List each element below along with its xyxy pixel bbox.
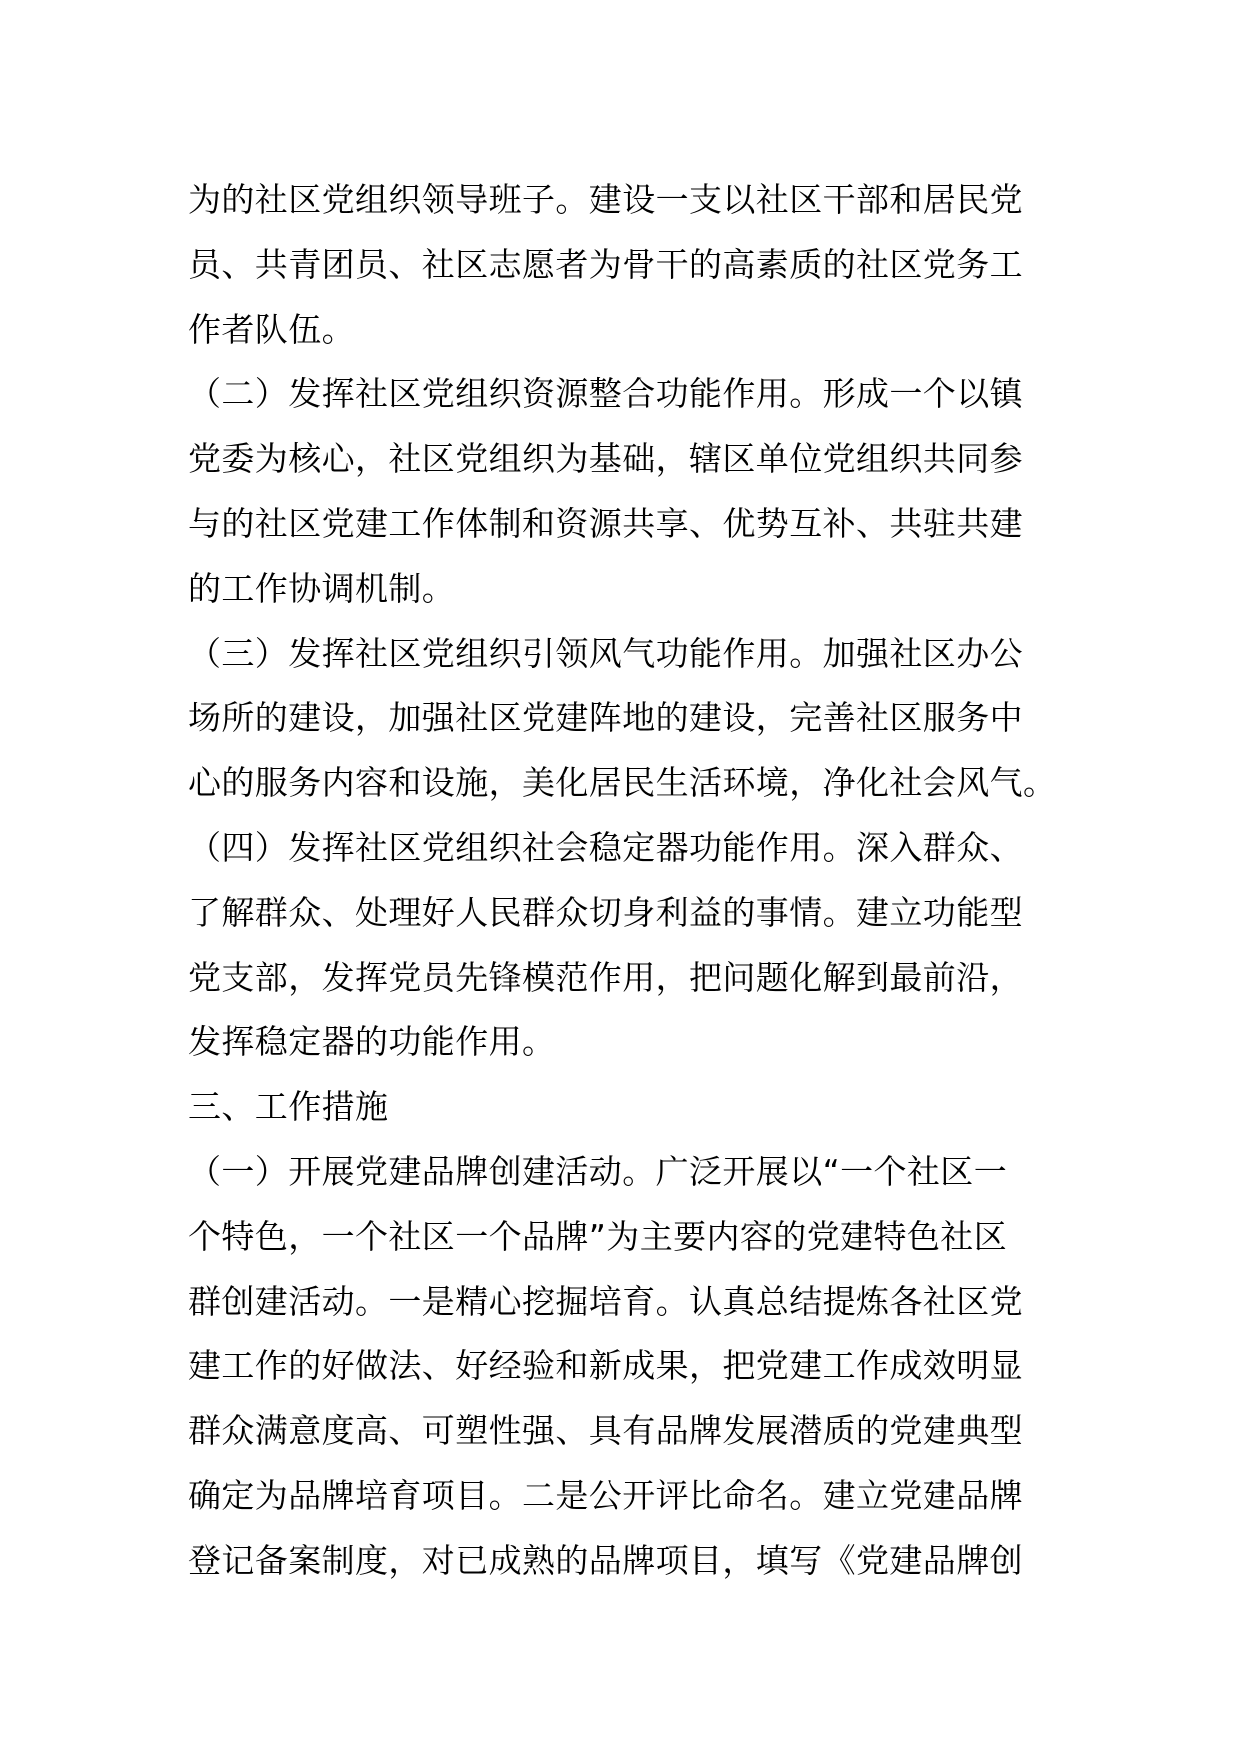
text-line: 建工作的好做法、好经验和新成果，把党建工作成效明显: [188, 1346, 1023, 1386]
text-line: 作者队伍。: [188, 309, 355, 349]
section-heading-line: （一）开展党建品牌创建活动。广泛开展以“一个社区一: [188, 1151, 1008, 1191]
section-heading-line: （三）发挥社区党组织引领风气功能作用。加强社区办公: [188, 633, 1023, 673]
text-line: 个特色，一个社区一个品牌”为主要内容的党建特色社区: [188, 1216, 1008, 1256]
text-line: 发挥稳定器的功能作用。: [188, 1022, 556, 1062]
text-line: 群众满意度高、可塑性强、具有品牌发展潜质的党建典型: [188, 1411, 1023, 1451]
text-line: 确定为品牌培育项目。二是公开评比命名。建立党建品牌: [188, 1475, 1023, 1515]
text-line: 的工作协调机制。: [188, 568, 456, 608]
section-heading-line: （二）发挥社区党组织资源整合功能作用。形成一个以镇: [188, 374, 1023, 414]
text-line: 党支部，发挥党员先锋模范作用，把问题化解到最前沿，: [188, 957, 1023, 997]
text-line: 了解群众、处理好人民群众切身利益的事情。建立功能型: [188, 892, 1023, 932]
text-line: 群创建活动。一是精心挖掘培育。认真总结提炼各社区党: [188, 1281, 1023, 1321]
section-heading-line: （四）发挥社区党组织社会稳定器功能作用。深入群众、: [188, 827, 1023, 867]
document-body: [188, 168, 1068, 1594]
chapter-heading-line: 三、工作措施: [188, 1087, 389, 1127]
text-line: 为的社区党组织领导班子。建设一支以社区干部和居民党: [188, 180, 1023, 219]
text-line: 党委为核心，社区党组织为基础，辖区单位党组织共同参: [188, 439, 1023, 479]
text-line: 心的服务内容和设施，美化居民生活环境，净化社会风气。: [188, 763, 1057, 803]
text-line: 登记备案制度，对已成熟的品牌项目，填写《党建品牌创: [188, 1540, 1023, 1580]
text-line: 与的社区党建工作体制和资源共享、优势互补、共驻共建: [188, 503, 1023, 543]
text-line: 员、共青团员、社区志愿者为骨干的高素质的社区党务工: [188, 244, 1023, 284]
text-line: 场所的建设，加强社区党建阵地的建设，完善社区服务中: [188, 698, 1023, 738]
